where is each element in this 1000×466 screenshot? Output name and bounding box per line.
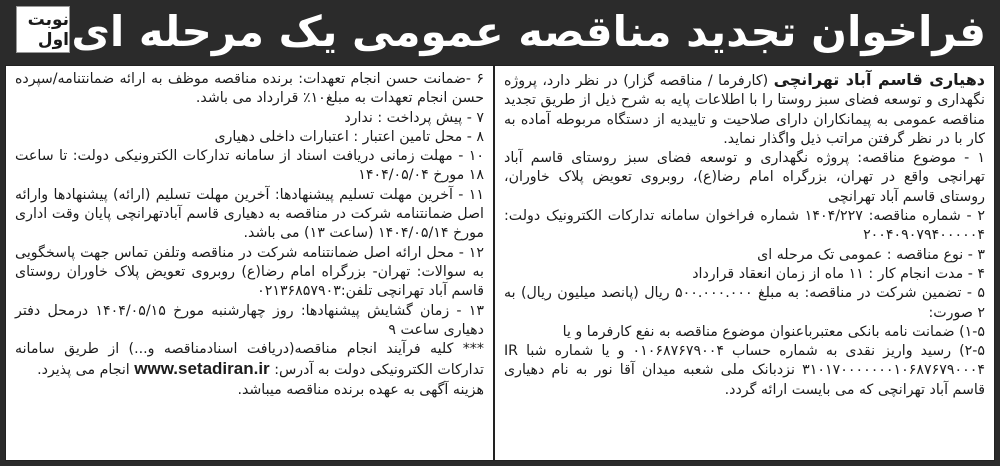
item-funding-source: ۸ - محل تامین اعتبار : اعتبارات داخلی دهیاری: [214, 128, 484, 145]
right-column: [493, 66, 994, 460]
item-bank-guarantee: ۱-۵) ضمانت نامه بانکی معتبرباعنوان موضوع مناقصه به نفع کارفرما و یا: [562, 323, 985, 340]
item-bid-guarantee: ۵ - تضمین شرکت در مناقصه: به مبلغ ۵۰۰.۰۰۰.۰۰۰ ریال (پانصد میلیون ریال) به ۲ صورت:: [504, 285, 985, 321]
ad-cost-note: هزینه آگهی به عهده برنده مناقصه میباشد.: [237, 381, 484, 398]
note-end: انجام می پذیرد.: [37, 362, 135, 379]
item-duration: ۴ - مدت انجام کار : ۱۱ ماه از زمان انعقاد قرارداد: [692, 265, 985, 282]
item-cash-deposit: ۲-۵) رسید واریز نقدی به شماره حساب ۰۱۰۶۸۷۶۷۹۰۰۴ و یا شماره شبا IR ۳۱۰۱۷۰۰۰۰۰۰۰۱۰۶۸۷۶۷۹۰۰۰۴ نزدبانک ملی شعبه میدان آقا نور به نام دهیاری قاسم آباد تهرانچی که می بایست ارائه گردد.: [504, 343, 985, 398]
notice-body: [5, 65, 995, 461]
item-performance-guarantee: ۶ -ضمانت حسن انجام تعهدات: برنده مناقصه موظف به ارائه ضمانتنامه/سپرده حسن انجام تعهدات به مبلغ۱۰٪ قرارداد می باشد.: [15, 71, 484, 107]
setadiran-link[interactable]: www.setadiran.ir: [134, 359, 270, 379]
notice-header: [0, 0, 1000, 66]
item-tender-type: ۳ - نوع مناقصه : عمومی تک مرحله ای: [757, 246, 985, 263]
left-column: [6, 66, 493, 460]
note-text: *** کلیه فرآیند انجام مناقصه(دریافت اسنادمناقصه و...) از طریق سامانه تدارکات الکترونیکی دولت به آدرس:: [15, 341, 484, 379]
item-tender-number: ۲ - شماره مناقصه: ۱۴۰۴/۲۲۷ شماره فراخوان سامانه تدارکات الکترونیک دولت: ۲۰۰۴۰۹۰۷۹۴۰۰۰۰۰۴: [504, 208, 985, 244]
notice-title: فراخوان تجدید مناقصه عمومی یک مرحله ای: [71, 7, 986, 56]
intro-text: (کارفرما / مناقصه گزار) در نظر دارد، پروژه نگهداری و توسعه فضای سبز روستا را با اطلاعات پایه به شرح ذیل از طریق تجدید مناقصه عمومی به پیمانکاران دارای صلاحیت و تاییدیه از دستگاه مربوطه آماده به کار با در نظر گرفتن مراتب ذیل واگذار نماید.: [504, 73, 985, 147]
organization-name: دهیاری قاسم آباد تهرانچی: [773, 70, 985, 89]
first-publication-badge: نوبت اول: [16, 6, 70, 53]
process-note: [15, 340, 484, 381]
intro-paragraph: [504, 70, 985, 149]
item-opening-time: ۱۳ - زمان گشایش پیشنهادها: روز چهارشنبه مورخ ۱۴۰۴/۰۵/۱۵ درمحل دفتر دهیاری ساعت ۹: [15, 302, 484, 338]
item-submission-location: ۱۲ - محل ارائه اصل ضمانتنامه شرکت در مناقصه وتلفن تماس جهت پاسخگویی به سوالات: تهران- بزرگراه امام رضا(ع) روبروی تعویض پلاک خاوران روستای قاسم آباد تهرانچی تلفن:۰۲۱۳۶۸۵۷۹۰۳: [15, 244, 484, 300]
item-submission-deadline: ۱۱ - آخرین مهلت تسلیم پیشنهادها: آخرین مهلت تسلیم (ارائه) پیشنهادها وارائه اصل ضمانتنامه شرکت در مناقصه به دهیاری قاسم آبادتهرانچی پایان وقت اداری مورخ ۱۴۰۴/۰۵/۱۴ (ساعت ۱۳) می باشد.: [15, 186, 484, 242]
item-document-deadline: ۱۰ - مهلت زمانی دریافت اسناد از سامانه تدارکات الکترونیکی دولت: تا ساعت ۱۸ مورخ ۱۴۰۴/۰۵/۰۴: [15, 148, 484, 184]
item-subject: ۱ - موضوع مناقصه: پروژه نگهداری و توسعه فضای سبز روستای قاسم آباد تهرانچی واقع در تهران، بزرگراه امام رضا(ع)، روبروی تعویض پلاک خاوران، روستای قاسم آباد تهرانچی: [504, 150, 985, 205]
item-prepayment: ۷ - پیش پرداخت : ندارد: [344, 109, 484, 126]
